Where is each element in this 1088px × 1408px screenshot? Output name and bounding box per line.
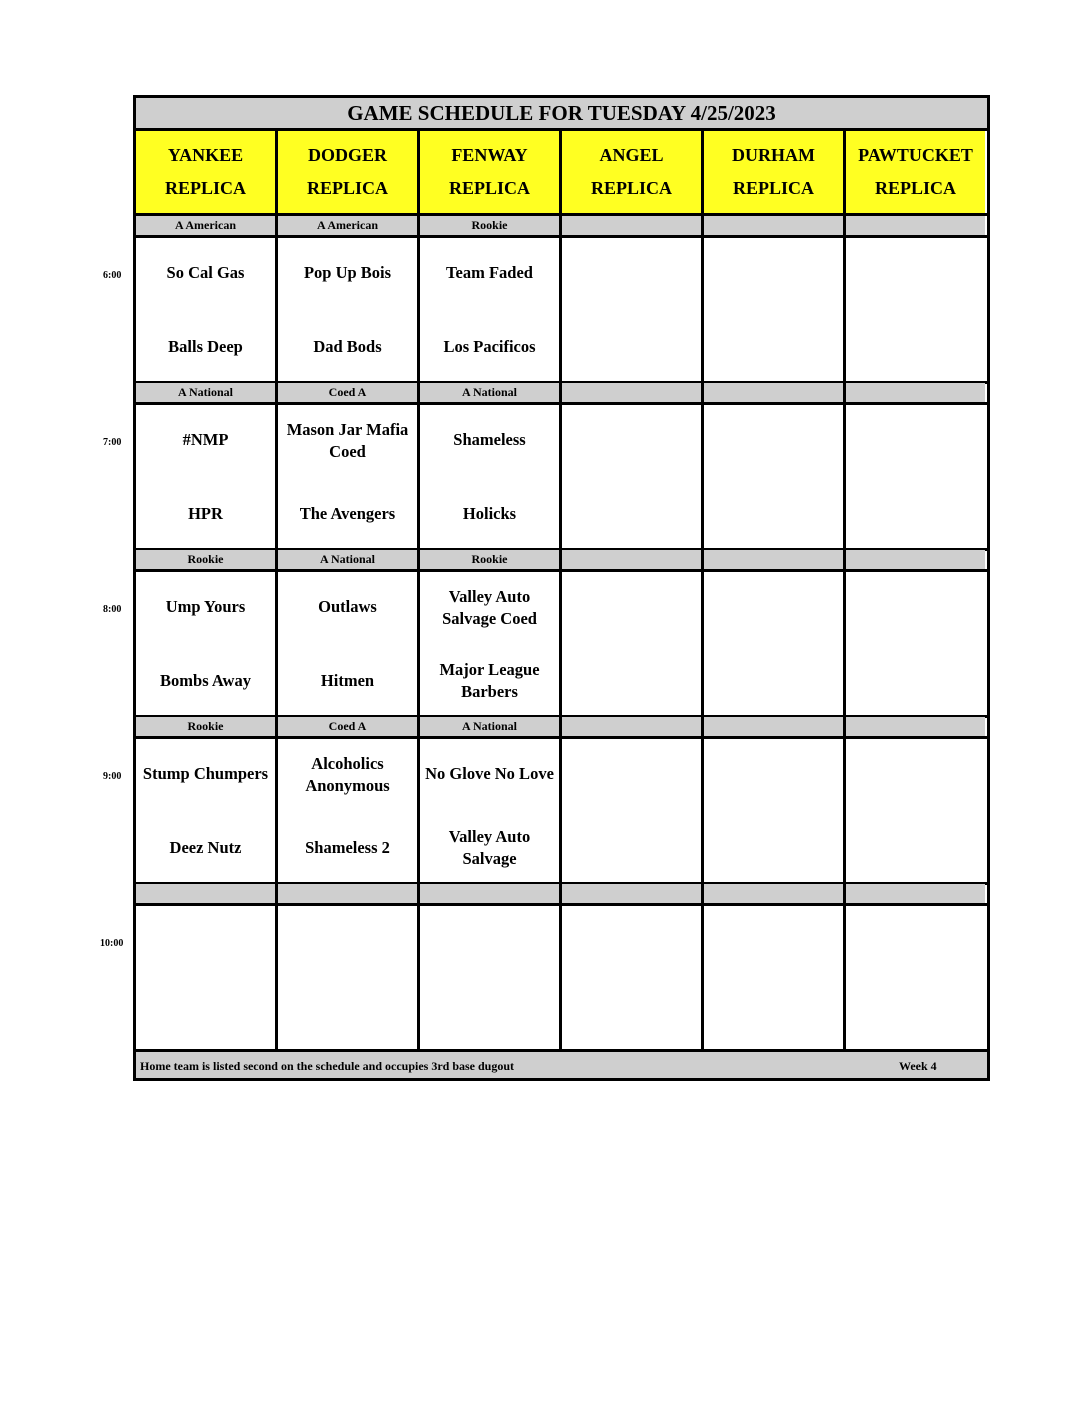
home-team: Los Pacificos bbox=[443, 337, 536, 356]
division-label bbox=[136, 884, 275, 903]
away-team: Valley Auto Salvage Coed bbox=[442, 587, 537, 628]
game-cell bbox=[136, 739, 275, 882]
division-label: Rookie bbox=[136, 717, 275, 736]
division-label bbox=[846, 550, 985, 569]
schedule-sheet bbox=[133, 95, 990, 1081]
home-team: Hitmen bbox=[320, 671, 375, 690]
home-team: HPR bbox=[188, 504, 223, 523]
home-team: Balls Deep bbox=[168, 337, 243, 356]
game-cell bbox=[136, 405, 275, 548]
game-cell bbox=[704, 405, 843, 548]
away-team: Shameless bbox=[453, 430, 526, 449]
division-label bbox=[704, 717, 843, 736]
field-type: REPLICA bbox=[874, 178, 956, 198]
home-team: Valley Auto Salvage bbox=[448, 827, 531, 868]
home-team: Major League Barbers bbox=[439, 660, 540, 701]
column-divider bbox=[843, 131, 846, 1052]
game-cell bbox=[278, 739, 417, 882]
column-divider bbox=[417, 131, 420, 1052]
division-label bbox=[562, 383, 701, 402]
game-cell bbox=[562, 739, 701, 882]
division-label bbox=[420, 884, 559, 903]
away-team: Stump Chumpers bbox=[142, 764, 269, 783]
game-cell bbox=[846, 405, 985, 548]
division-label bbox=[846, 717, 985, 736]
home-team: Deez Nutz bbox=[169, 838, 242, 857]
division-label: A American bbox=[136, 216, 275, 235]
game-cell bbox=[136, 238, 275, 381]
field-name: FENWAY bbox=[451, 145, 528, 165]
home-team: The Avengers bbox=[299, 504, 396, 523]
away-team: #NMP bbox=[182, 430, 229, 449]
game-cell bbox=[846, 906, 985, 1049]
game-cell bbox=[420, 739, 559, 882]
game-cell bbox=[278, 405, 417, 548]
division-label bbox=[704, 884, 843, 903]
away-team: Team Faded bbox=[446, 263, 533, 282]
division-label: A National bbox=[420, 717, 559, 736]
home-team: Holicks bbox=[462, 504, 517, 523]
division-label: Rookie bbox=[420, 216, 559, 235]
division-label bbox=[704, 383, 843, 402]
game-cell bbox=[846, 739, 985, 882]
division-label: A American bbox=[278, 216, 417, 235]
field-header bbox=[136, 131, 275, 213]
field-name: DURHAM bbox=[732, 145, 815, 165]
division-label bbox=[562, 216, 701, 235]
game-cell bbox=[562, 906, 701, 1049]
column-divider bbox=[701, 131, 704, 1052]
week-label: Week 4 bbox=[899, 1059, 937, 1073]
column-divider bbox=[559, 131, 562, 1052]
time-label: 7:00 bbox=[103, 437, 122, 448]
column-divider bbox=[275, 131, 278, 1052]
home-team: Dad Bods bbox=[313, 337, 382, 356]
division-label: Coed A bbox=[278, 717, 417, 736]
game-cell bbox=[278, 238, 417, 381]
game-cell bbox=[846, 238, 985, 381]
division-label: A National bbox=[420, 383, 559, 402]
division-label bbox=[846, 884, 985, 903]
time-label: 10:00 bbox=[100, 938, 124, 949]
footer-note: Home team is listed second on the schedule and occupies 3rd base dugout bbox=[140, 1059, 515, 1073]
home-team: Bombs Away bbox=[160, 671, 251, 690]
division-label bbox=[704, 550, 843, 569]
game-cell bbox=[136, 572, 275, 715]
game-cell bbox=[420, 405, 559, 548]
division-label: Rookie bbox=[420, 550, 559, 569]
division-label bbox=[562, 884, 701, 903]
field-type: REPLICA bbox=[164, 178, 246, 198]
field-name: YANKEE bbox=[167, 145, 244, 165]
division-label bbox=[704, 216, 843, 235]
time-label: 9:00 bbox=[103, 771, 122, 782]
game-cell bbox=[704, 739, 843, 882]
game-cell bbox=[562, 405, 701, 548]
game-cell bbox=[704, 572, 843, 715]
division-label: A National bbox=[278, 550, 417, 569]
footer bbox=[136, 1052, 987, 1078]
field-header bbox=[562, 131, 701, 213]
game-cell bbox=[704, 238, 843, 381]
away-team: Outlaws bbox=[318, 597, 377, 616]
division-label bbox=[846, 383, 985, 402]
away-team: No Glove No Love bbox=[425, 764, 554, 783]
away-team: Mason Jar Mafia Coed bbox=[286, 420, 409, 461]
field-type: REPLICA bbox=[306, 178, 388, 198]
field-name: ANGEL bbox=[599, 145, 664, 165]
division-label: Rookie bbox=[136, 550, 275, 569]
field-header bbox=[278, 131, 417, 213]
away-team: Pop Up Bois bbox=[303, 263, 392, 282]
game-cell bbox=[278, 572, 417, 715]
field-header bbox=[846, 131, 985, 213]
game-cell bbox=[278, 906, 417, 1049]
away-team: So Cal Gas bbox=[166, 263, 245, 282]
game-cell bbox=[562, 238, 701, 381]
time-label: 8:00 bbox=[103, 604, 122, 615]
page-title: GAME SCHEDULE FOR TUESDAY 4/25/2023 bbox=[136, 98, 987, 131]
field-type: REPLICA bbox=[590, 178, 672, 198]
field-name: PAWTUCKET bbox=[858, 145, 973, 165]
game-cell bbox=[562, 572, 701, 715]
game-cell bbox=[846, 572, 985, 715]
division-label: Coed A bbox=[278, 383, 417, 402]
division-label bbox=[846, 216, 985, 235]
division-label: A National bbox=[136, 383, 275, 402]
game-cell bbox=[704, 906, 843, 1049]
field-type: REPLICA bbox=[448, 178, 530, 198]
game-cell bbox=[420, 238, 559, 381]
game-cell bbox=[420, 572, 559, 715]
game-cell bbox=[136, 906, 275, 1049]
field-header bbox=[704, 131, 843, 213]
away-team: Alcoholics Anonymous bbox=[305, 754, 390, 795]
division-label bbox=[562, 717, 701, 736]
home-team: Shameless 2 bbox=[305, 838, 390, 857]
away-team: Ump Yours bbox=[165, 597, 246, 616]
game-cell bbox=[420, 906, 559, 1049]
field-name: DODGER bbox=[307, 145, 387, 165]
field-type: REPLICA bbox=[732, 178, 814, 198]
time-label: 6:00 bbox=[103, 270, 122, 281]
field-header bbox=[420, 131, 559, 213]
division-label bbox=[562, 550, 701, 569]
division-label bbox=[278, 884, 417, 903]
